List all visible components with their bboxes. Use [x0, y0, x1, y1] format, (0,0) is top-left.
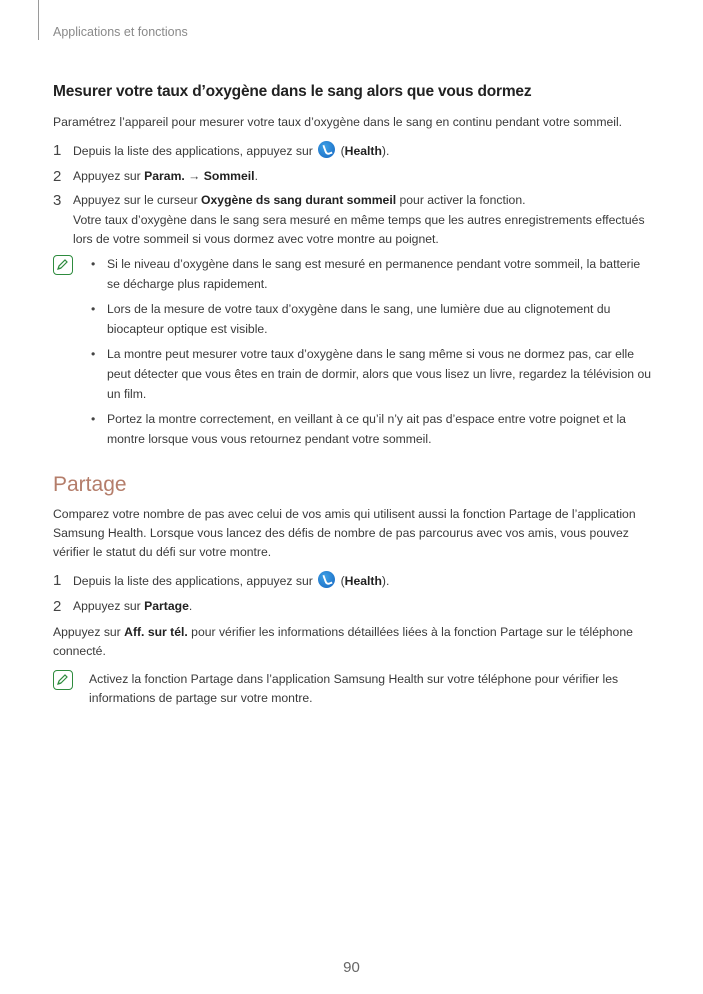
step-text-part: Appuyez sur le curseur — [73, 193, 202, 208]
note-item: • Lors de la mesure de votre taux d’oxygène dans le sang, une lumière due au clignotement du biocapteur optique est visible. — [89, 300, 653, 339]
step-bold: Sommeil — [203, 168, 255, 183]
note-block-partage — [53, 670, 653, 708]
health-app-icon — [318, 141, 335, 158]
partage-after-text — [53, 623, 653, 661]
arrow-icon: → — [184, 168, 204, 183]
section-intro-partage: Comparez votre nombre de pas avec celui de vos amis qui utilisent aussi la fonction Partage de l’application Samsung Health. Lorsque vous lancez des défis de nombre de pas parcourus avec vos amis, vous pouvez vérifier le statut du défi sur votre montre. — [53, 507, 636, 560]
text-bold: Aff. sur tél. — [124, 624, 188, 639]
step-number: 2 — [53, 167, 62, 185]
step-text-part: ). — [381, 574, 390, 589]
step-text — [73, 597, 653, 617]
step-text-part: Appuyez sur — [73, 168, 145, 183]
header-rule — [38, 0, 39, 40]
step-text-part: ( — [337, 144, 345, 158]
step-text — [73, 191, 653, 250]
step-text-part: Depuis la liste des applications, appuyez sur — [73, 144, 317, 158]
step-number: 3 — [53, 192, 62, 210]
step-text — [73, 167, 653, 187]
section-intro-oxygen: Paramétrez l’appareil pour mesurer votre taux d’oxygène dans le sang en continu pendant votre sommeil. — [53, 115, 623, 129]
step-text-part: Appuyez sur — [73, 598, 145, 613]
step-text-part: . — [188, 598, 193, 613]
step-item — [53, 191, 653, 250]
step-item — [53, 597, 653, 617]
note-item: • Si le niveau d’oxygène dans le sang est mesuré en permanence pendant votre sommeil, la batterie se décharge plus rapidement. — [89, 255, 653, 294]
note-pencil-icon — [53, 670, 73, 690]
step-item — [53, 167, 653, 187]
step-extra-text: Votre taux d’oxygène dans le sang sera mesuré en même temps que les autres enregistrements effectués lors de votre sommeil si vous dormez avec votre montre au poignet. — [73, 212, 645, 247]
step-text — [73, 571, 653, 592]
step-text-part: Depuis la liste des applications, appuyez sur — [73, 574, 317, 589]
step-text — [73, 141, 653, 162]
oxygen-steps — [53, 141, 653, 250]
step-bold: Health — [344, 574, 382, 589]
section-title-partage: Partage — [53, 473, 127, 497]
note-item: • Portez la montre correctement, en veillant à ce qu’il n’y ait pas d’espace entre votre poignet et la montre lorsque vous vous retournez pendant votre sommeil. — [89, 410, 653, 449]
step-text-part: ( — [337, 574, 345, 589]
note-text: Activez la fonction Partage dans l’application Samsung Health sur votre téléphone pour vérifier les informations de partage sur votre montre. — [89, 671, 619, 705]
page-number: 90 — [343, 959, 360, 976]
health-app-icon — [318, 571, 335, 588]
note-block-oxygen — [53, 255, 653, 455]
step-item — [53, 571, 653, 592]
section-title-oxygen: Mesurer votre taux d’oxygène dans le sang alors que vous dormez — [53, 83, 532, 100]
main-content — [53, 83, 653, 708]
step-text-part: . — [254, 168, 258, 183]
note-item: • La montre peut mesurer votre taux d’oxygène dans le sang même si vous ne dormez pas, car elle peut détecter que vous êtes en train de dormir, alors que vous lisez un livre, regardez la télévision ou un film. — [89, 345, 653, 404]
text-part: pour vérifier les informations détaillées liées à la fonction Partage sur le téléphone connecté. — [53, 624, 633, 658]
step-bold: Oxygène ds sang durant sommeil — [201, 193, 397, 208]
step-bold: Partage — [144, 598, 189, 613]
text-part: Appuyez sur — [53, 624, 125, 639]
partage-steps — [53, 571, 653, 616]
step-bold: Health — [344, 144, 382, 158]
step-number: 1 — [53, 142, 62, 159]
note-pencil-icon — [53, 255, 73, 275]
step-text-part: ). — [381, 144, 390, 158]
step-item — [53, 141, 653, 162]
step-number: 2 — [53, 597, 62, 615]
note-list — [89, 255, 653, 455]
step-number: 1 — [53, 572, 62, 590]
page-header: Applications et fonctions — [53, 25, 188, 39]
step-bold: Param. — [144, 168, 185, 183]
step-text-part: pour activer la fonction. — [396, 193, 526, 208]
